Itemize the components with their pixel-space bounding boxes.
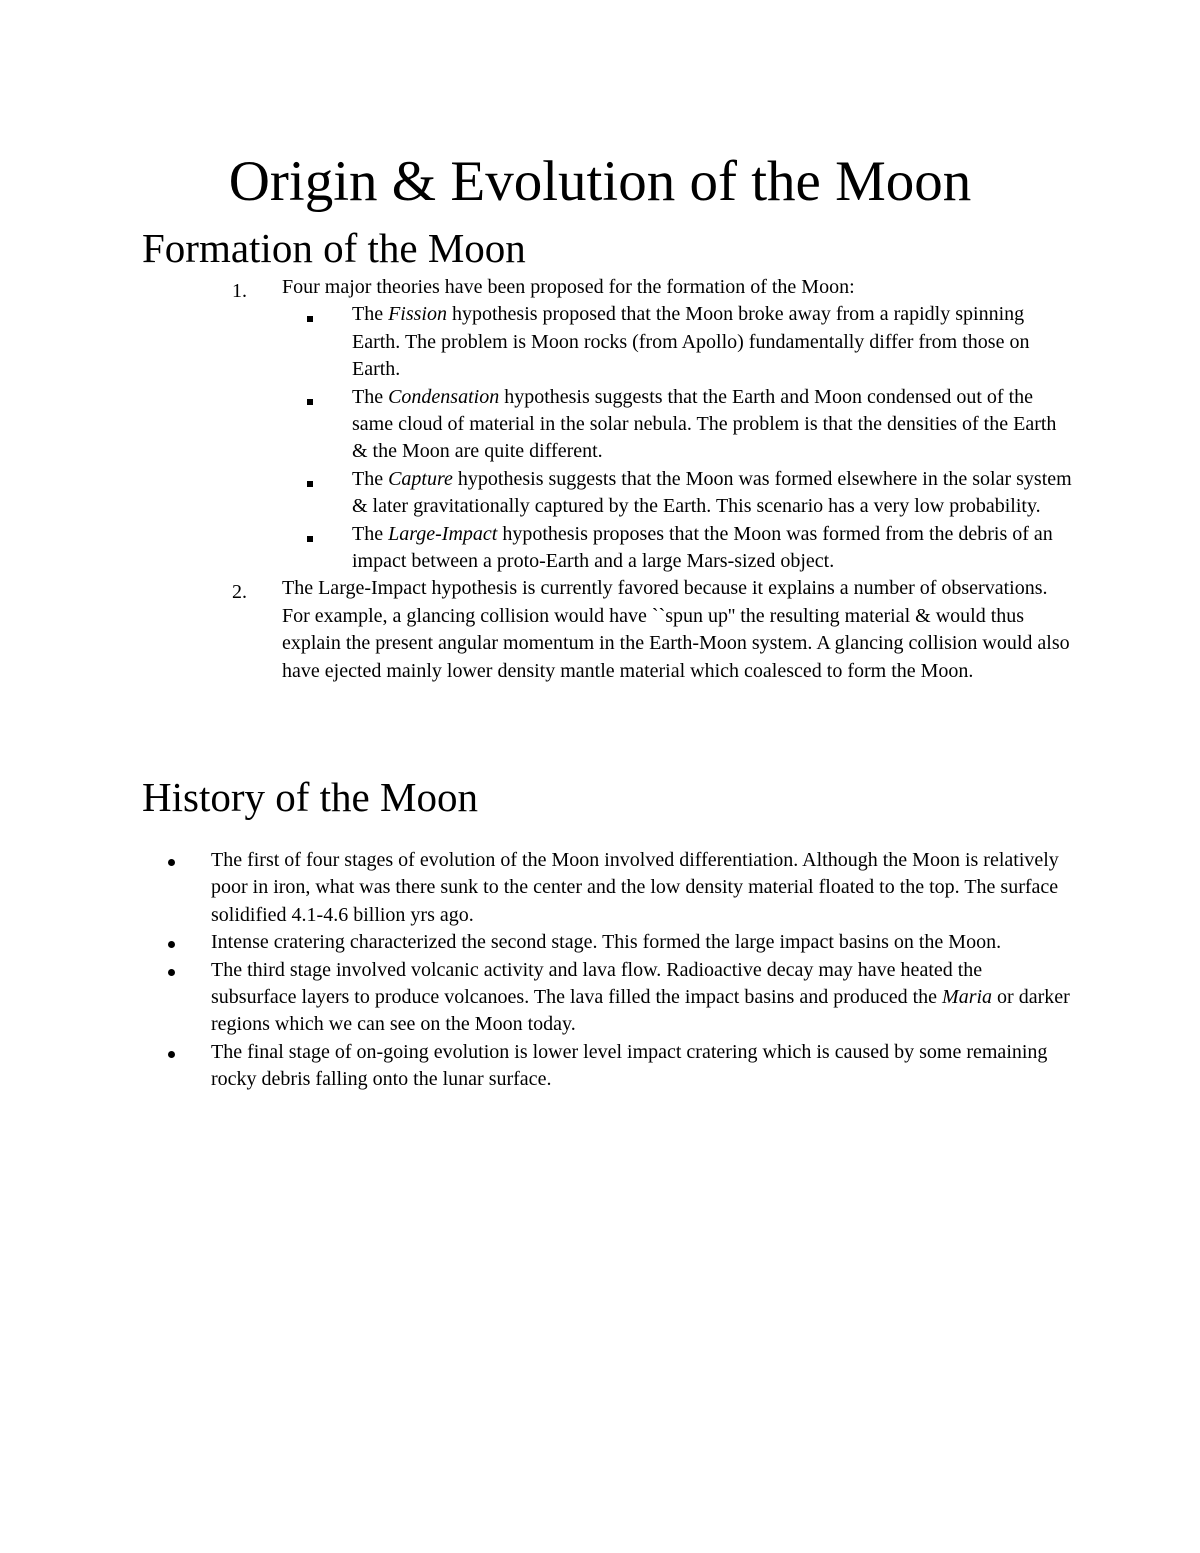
sublist-item-text: The Condensation hypothesis suggests that the Earth and Moon condensed out of the same cloud of material in the solar nebula. The problem is that the densities of the Earth & the Moon are quite different. (352, 385, 1057, 463)
bullet-list-item (0, 847, 1200, 929)
emphasis-term: Condensation (388, 385, 500, 408)
sublist-item-fission (0, 301, 1200, 383)
document-title: Origin & Evolution of the Moon (228, 150, 972, 213)
sublist-item-text: The Large-Impact hypothesis proposes that the Moon was formed from the debris of an impact between a proto-Earth and a large Mars-sized object. (352, 522, 1053, 573)
numbered-list-item (0, 274, 1200, 575)
bullet-item-text: The first of four stages of evolution of the Moon involved differentiation. Although the Moon is relatively poor in iron, what was there sunk to the center and the low density material floated to the top. The surface solidified 4.1-4.6 billion yrs ago. (211, 849, 1059, 926)
sublist-item-condensation (0, 384, 1200, 466)
bullet-item-text: The final stage of on-going evolution is lower level impact cratering which is caused by some remaining rocky debris falling onto the lunar surface. (211, 1040, 1048, 1091)
bullet-dot-icon (168, 941, 175, 948)
list-item-text: The Large-Impact hypothesis is currently favored because it explains a number of observations. For example, a glancing collision would have ``spun up'' the resulting material & would thus explain the present angular momentum in the Earth-Moon system. A glancing collision would also have ejected mainly lower density mantle material which coalesced to form the Moon. (282, 577, 1070, 682)
square-bullet-icon (307, 399, 313, 405)
bullet-list-item (0, 929, 1200, 956)
bullet-item-text: Intense cratering characterized the second stage. This formed the large impact basins on the Moon. (211, 931, 1002, 954)
numbered-list-item (0, 575, 1200, 685)
history-bullet-list (0, 847, 1200, 1094)
bullet-dot-icon (168, 859, 175, 866)
bullet-dot-icon (168, 1051, 175, 1058)
emphasis-term: Large-Impact (388, 522, 498, 545)
sublist-item-capture (0, 466, 1200, 521)
section-heading-formation: Formation of the Moon (142, 225, 526, 271)
section-heading-history: History of the Moon (142, 774, 478, 820)
emphasis-term: Capture (388, 467, 453, 490)
emphasis-term: Fission (388, 303, 447, 326)
bullet-dot-icon (168, 969, 175, 976)
theories-sublist (0, 301, 1200, 575)
bullet-list-item (0, 1039, 1200, 1094)
formation-numbered-list (0, 274, 1200, 685)
list-number: 2. (232, 581, 247, 604)
square-bullet-icon (307, 316, 313, 322)
square-bullet-icon (307, 481, 313, 487)
list-number: 1. (232, 280, 247, 302)
bullet-list-item (0, 957, 1200, 1039)
square-bullet-icon (307, 536, 313, 542)
sublist-item-large-impact (0, 521, 1200, 576)
emphasis-term: Maria (942, 986, 993, 1009)
sublist-item-text: The Capture hypothesis suggests that the Moon was formed elsewhere in the solar system & later gravitationally captured by the Earth. This scenario has a very low probability. (352, 467, 1072, 518)
list-item-text: Four major theories have been proposed for the formation of the Moon: (282, 276, 855, 298)
bullet-item-text: The third stage involved volcanic activity and lava flow. Radioactive decay may have heated the subsurface layers to produce volcanoes. The lava filled the impact basins and produced the Maria or darker regions which we can see on the Moon today. (211, 958, 1070, 1036)
sublist-item-text: The Fission hypothesis proposed that the Moon broke away from a rapidly spinning Earth. The problem is Moon rocks (from Apollo) fundamentally differ from those on Earth. (352, 303, 1030, 381)
